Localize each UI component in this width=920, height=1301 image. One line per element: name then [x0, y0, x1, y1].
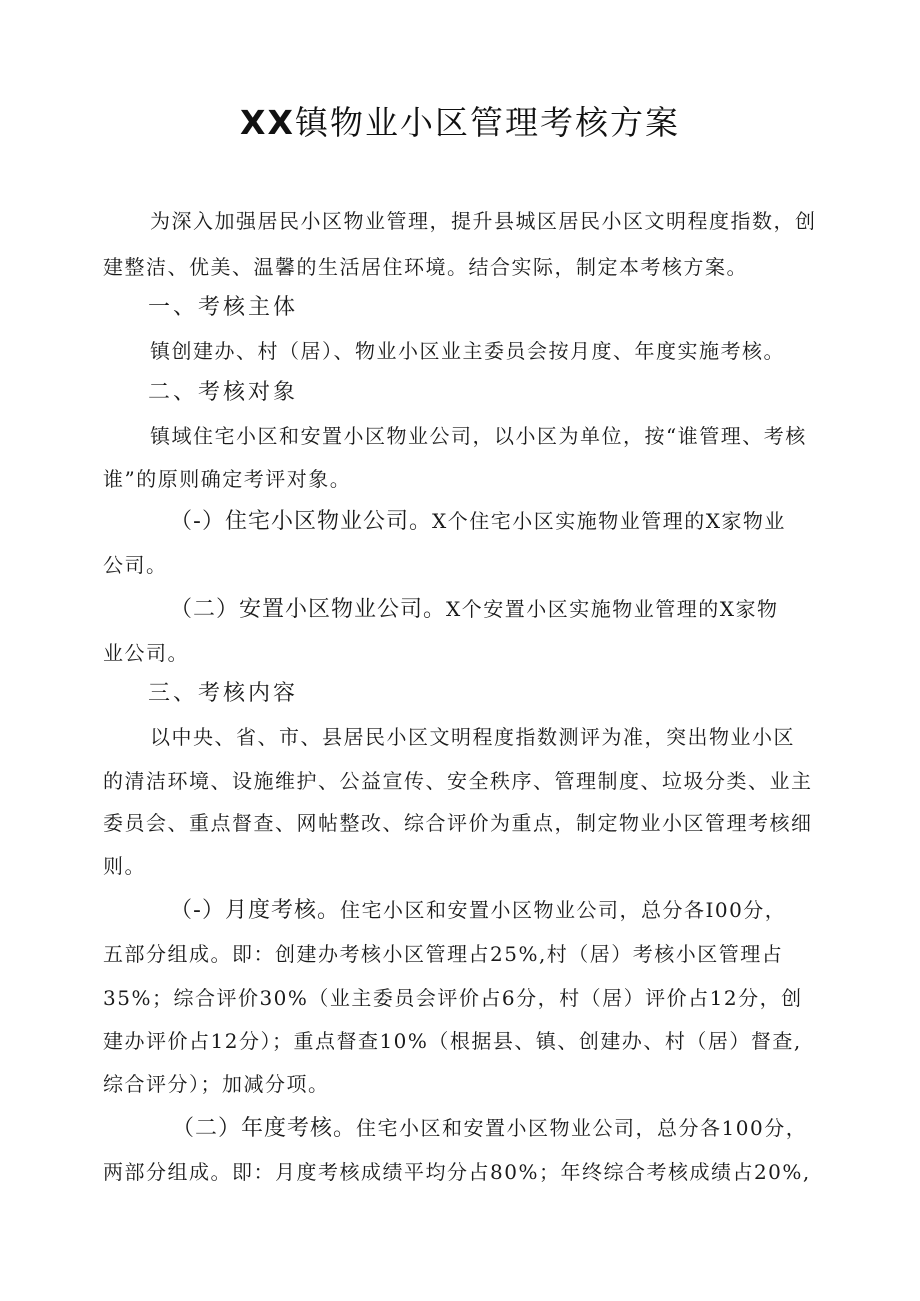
section-3-heading: 三、考核内容 [148, 681, 299, 706]
item-2-label: （二）安置小区物业公司。 [170, 597, 447, 622]
monthly-line-5: 综合评分）；加减分项。 [103, 1072, 330, 1096]
annual-line-2: 两部分组成。即：月度考核成绩平均分占80%；年终综合考核成绩占20%, [103, 1160, 811, 1184]
intro-line-2: 建整洁、优美、温馨的生活居住环境。结合实际，制定本考核方案。 [103, 255, 748, 279]
title-prefix: XX [240, 103, 295, 142]
section-2-line-2: 谁”的原则确定考评对象。 [103, 467, 352, 491]
intro-line-1: 为深入加强居民小区物业管理，提升县城区居民小区文明程度指数，创 [150, 209, 817, 233]
annual-line-1 [172, 1111, 807, 1142]
monthly-text: 住宅小区和安置小区物业公司，总分各I00分， [339, 898, 787, 922]
section-2-heading: 二、考核对象 [148, 380, 299, 405]
monthly-label: （-）月度考核。 [170, 898, 340, 923]
section-3-line-1: 以中央、省、市、县居民小区文明程度指数测评为准，突出物业小区 [150, 725, 795, 749]
document-title [0, 97, 920, 144]
section-2-item-2 [170, 592, 779, 623]
monthly-line-1 [170, 893, 786, 924]
section-2-item-2-cont: 业公司。 [103, 641, 189, 665]
title-text: 镇物业小区管理考核方案 [294, 103, 680, 142]
annual-text: 住宅小区和安置小区物业公司，总分各100分， [356, 1116, 808, 1140]
item-1-text: X个住宅小区实施物业管理的X家物业 [431, 509, 786, 533]
section-2-item-1 [170, 504, 786, 535]
section-1-text: 镇创建办、村（居）、物业小区业主委员会按月度、年度实施考核。 [150, 339, 785, 363]
section-3-line-3: 委员会、重点督查、网帖整改、综合评价为重点，制定物业小区管理考核细 [103, 811, 813, 835]
monthly-line-2: 五部分组成。即：创建办考核小区管理占25%,村（居）考核小区管理占 [103, 942, 784, 966]
item-2-text: X个安置小区实施物业管理的X家物 [446, 597, 779, 621]
section-3-line-4: 则。 [103, 854, 146, 878]
section-2-item-1-cont: 公司。 [103, 553, 168, 577]
monthly-line-3: 35%；综合评价30%（业主委员会评价占6分，村（居）评价占12分，创 [103, 986, 803, 1010]
annual-label: （二）年度考核。 [172, 1116, 357, 1141]
section-2-line-1: 镇域住宅小区和安置小区物业公司，以小区为单位，按“谁管理、考核 [150, 424, 807, 448]
item-1-label: （-）住宅小区物业公司。 [170, 509, 432, 534]
section-1-heading: 一、考核主体 [148, 295, 299, 320]
section-3-line-2: 的清洁环境、设施维护、公益宣传、安全秩序、管理制度、垃圾分类、业主 [103, 769, 813, 793]
monthly-line-4: 建办评价占12分）；重点督查10%（根据县、镇、创建办、村（居）督查, [103, 1029, 802, 1053]
